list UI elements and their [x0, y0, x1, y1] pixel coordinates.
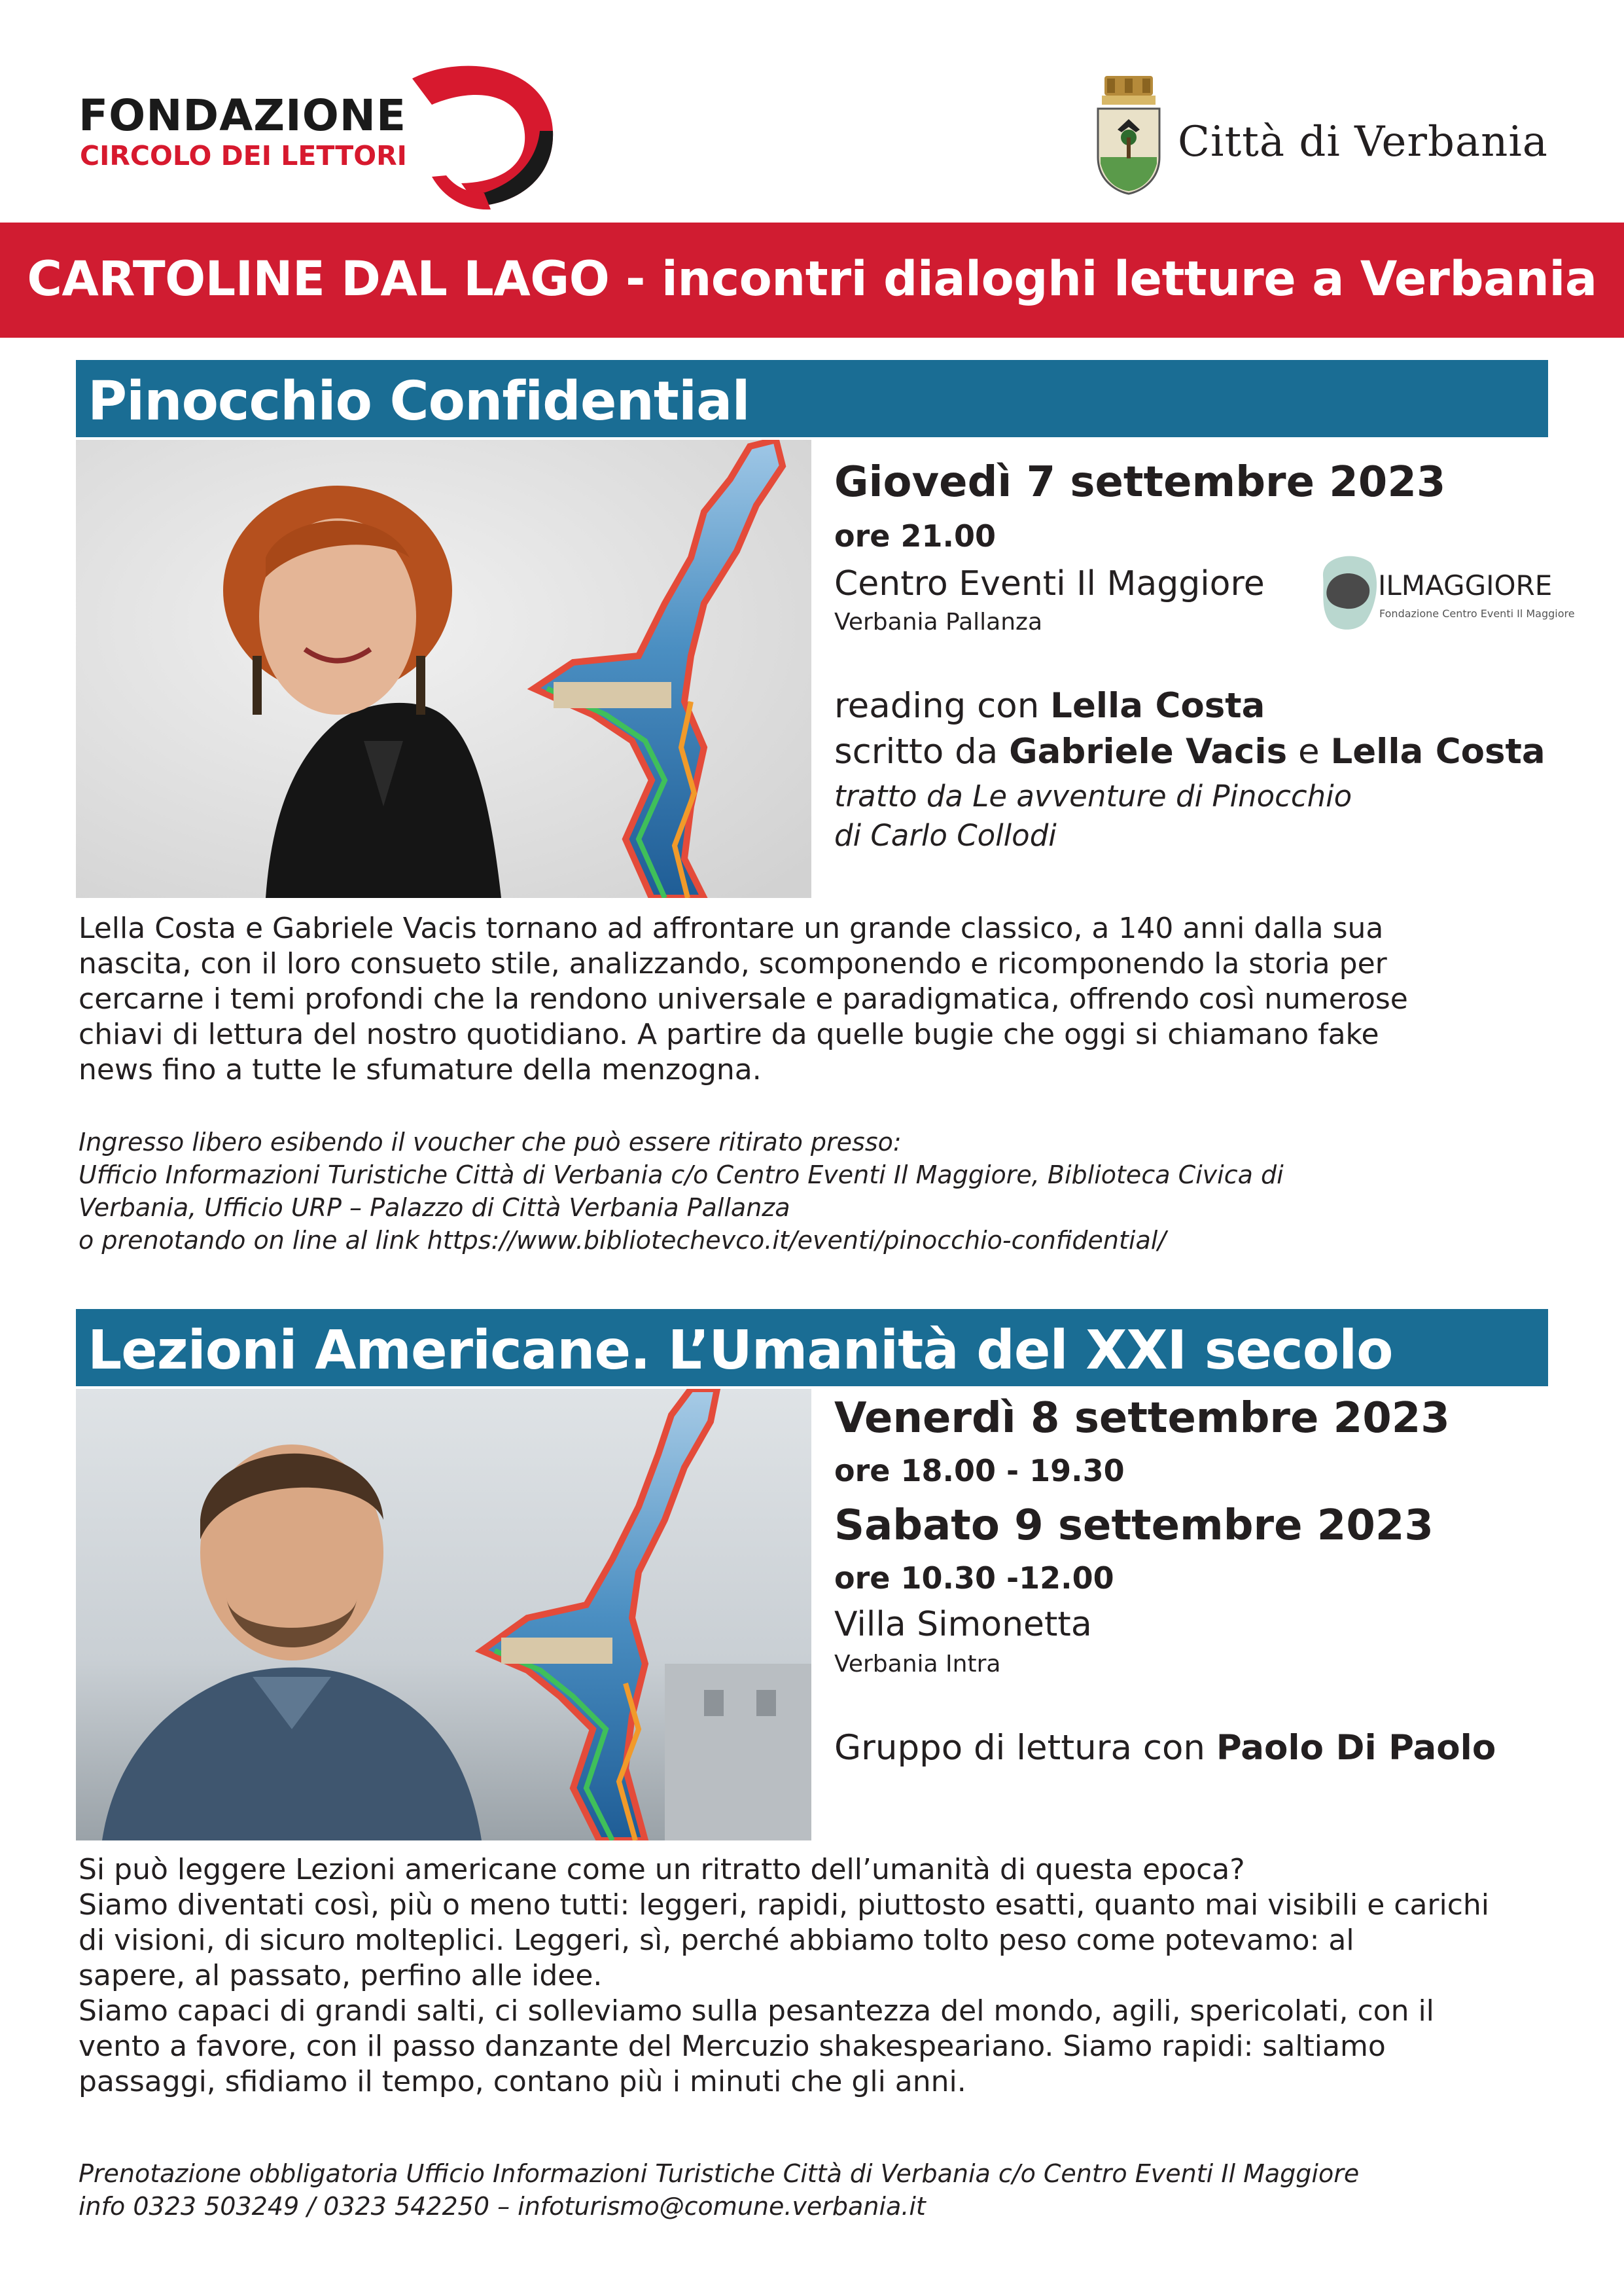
event1-note-line: Verbania, Ufficio URP – Palazzo di Città Verbania Pallanza [79, 1193, 790, 1222]
banner-title: CARTOLINE DAL LAGO - incontri dialoghi letture a Verbania [27, 251, 1597, 307]
group-name: Paolo Di Paolo [1216, 1728, 1496, 1768]
reading-prefix: reading con [834, 686, 1051, 726]
event2-desc-line: vento a favore, con il passo danzante del Mercuzio shakespeariano. Siamo rapidi: saltiamo [79, 2030, 1386, 2063]
event2-notes [79, 2157, 1551, 2223]
event2-note-line: info 0323 503249 / 0323 542250 – infoturismo@comune.verbania.it [79, 2192, 926, 2221]
event2-note-line: Prenotazione obbligatoria Ufficio Informazioni Turistiche Città di Verbania c/o Centro Eventi Il Maggiore [79, 2159, 1360, 2188]
il-maggiore-icon [1315, 550, 1381, 635]
event2-date2: Sabato 9 settembre 2023 [834, 1501, 1434, 1550]
event2-desc-line: sapere, al passato, perfino alle idee. [79, 1959, 603, 1992]
event2-time1: ore 18.00 - 19.30 [834, 1453, 1125, 1488]
event1-reading [834, 686, 1265, 726]
event2-desc-line: Siamo diventati così, più o meno tutti: leggeri, rapidi, piuttosto esatti, quanto mai visibili e carichi [79, 1888, 1490, 1922]
event1-desc-line: news fino a tutte le sfumature della menzogna. [79, 1053, 762, 1086]
event1-written-by [834, 732, 1545, 772]
event1-note-line: Ufficio Informazioni Turistiche Città di Verbania c/o Centro Eventi Il Maggiore, Biblioteca Civica di [79, 1160, 1284, 1189]
written-conj: e [1287, 732, 1331, 772]
event2-venue: Villa Simonetta [834, 1605, 1092, 1644]
event1-title: Pinocchio Confidential [88, 370, 750, 433]
verbania-crest-icon [1093, 72, 1165, 196]
event1-desc-line: Lella Costa e Gabriele Vacis tornano ad affrontare un grande classico, a 140 anni dalla sua [79, 912, 1384, 945]
event1-venue: Centro Eventi Il Maggiore [834, 564, 1265, 603]
event2-photo [76, 1389, 811, 1840]
event1-desc-line: chiavi di lettura del nostro quotidiano. A partire da quelle bugie che oggi si chiamano fake [79, 1018, 1379, 1051]
event1-notes [79, 1126, 1551, 1257]
event1-description [79, 911, 1551, 1088]
event1-note-line: o prenotando on line al link https://www.bibliotechevco.it/eventi/pinocchio-confidential/ [79, 1226, 1167, 1255]
event1-date: Giovedì 7 settembre 2023 [834, 458, 1446, 507]
fondazione-title: FONDAZIONE [79, 90, 407, 141]
header-banner [0, 223, 1624, 338]
event1-time: ore 21.00 [834, 518, 997, 554]
event2-desc-line: Si può leggere Lezioni americane come un ritratto dell’umanità di questa epoca? [79, 1853, 1245, 1886]
group-prefix: Gruppo di lettura con [834, 1728, 1216, 1768]
event1-note-line: Ingresso libero esibendo il voucher che può essere ritirato presso: [79, 1128, 902, 1157]
event1-place: Verbania Pallanza [834, 609, 1043, 636]
il-maggiore-logo [1315, 550, 1577, 641]
il-maggiore-name: ILMAGGIORE [1378, 569, 1553, 601]
fondazione-mark-icon [406, 59, 563, 216]
written-name-1: Gabriele Vacis [1009, 732, 1288, 772]
event1-desc-line: nascita, con il loro consueto stile, analizzando, scomponendo e ricomponendo la storia per [79, 947, 1387, 980]
reading-name: Lella Costa [1050, 686, 1265, 726]
event2-title-bar [76, 1309, 1548, 1386]
event2-group [834, 1728, 1496, 1768]
written-prefix: scritto da [834, 732, 1010, 772]
event2-desc-line: Siamo capaci di grandi salti, ci solleviamo sulla pesantezza del mondo, agili, spericolati, con il [79, 1994, 1434, 2028]
fondazione-logo [79, 59, 576, 216]
event2-place: Verbania Intra [834, 1651, 1001, 1677]
event1-photo [76, 440, 811, 898]
fondazione-subtitle: CIRCOLO DEI LETTORI [80, 140, 407, 171]
event1-source-line1: tratto da Le avventure di Pinocchio [834, 779, 1352, 814]
event2-date1: Venerdì 8 settembre 2023 [834, 1394, 1450, 1443]
il-maggiore-subtitle: Fondazione Centro Eventi Il Maggiore [1379, 607, 1575, 620]
event2-time2: ore 10.30 -12.00 [834, 1560, 1114, 1596]
event1-source-line2: di Carlo Collodi [834, 818, 1057, 853]
written-name-2: Lella Costa [1330, 732, 1545, 772]
event2-desc-line: di visioni, di sicuro molteplici. Leggeri, sì, perché abbiamo tolto peso come potevamo: al [79, 1924, 1354, 1957]
event1-desc-line: cercarne i temi profondi che la rendono universale e paradigmatica, offrendo così numerose [79, 982, 1408, 1016]
citta-verbania-logo [1093, 72, 1551, 203]
event2-title: Lezioni Americane. L’Umanità del XXI secolo [88, 1319, 1393, 1382]
event2-description [79, 1852, 1551, 2100]
event2-desc-line: passaggi, sfidiamo il tempo, contano più i minuti che gli anni. [79, 2065, 966, 2098]
event1-title-bar [76, 360, 1548, 437]
citta-name: Città di Verbania [1178, 118, 1548, 166]
